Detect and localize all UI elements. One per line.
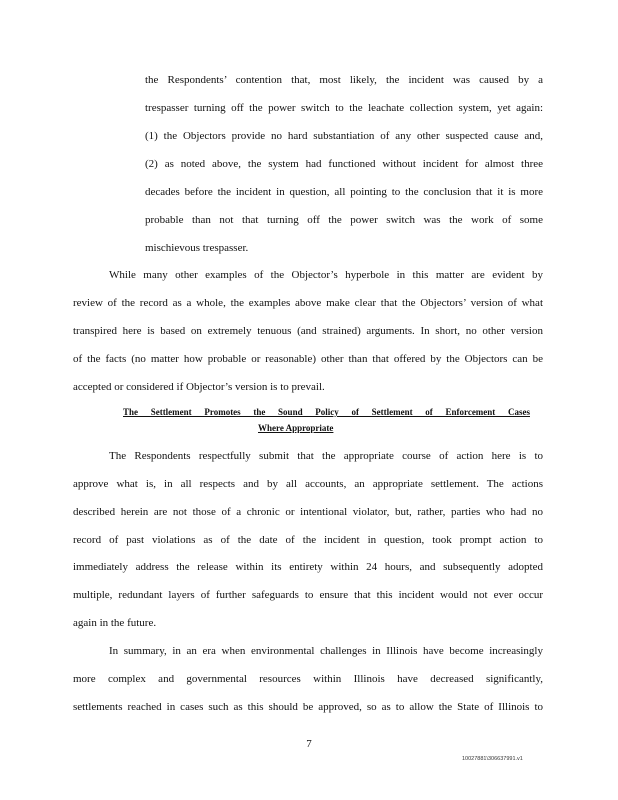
paragraph-line: more complex and governmental resources within Illinois have decreased significantly, <box>73 673 543 685</box>
document-id: 10027881\306637991.v1 <box>462 756 523 762</box>
paragraph-line: described herein are not those of a chronic or intentional violator, but, rather, parties who had no <box>73 506 543 518</box>
section-heading-continued: Where Appropriate <box>258 423 334 433</box>
page-number: 7 <box>306 738 312 750</box>
paragraph-line: accepted or considered if Objector’s version is to prevail. <box>73 381 325 393</box>
block-quote-line: (1) the Objectors provide no hard substantiation of any other suspected cause and, <box>145 130 543 142</box>
paragraph-line: again in the future. <box>73 617 157 629</box>
block-quote-line: the Respondents’ contention that, most likely, the incident was caused by a <box>145 74 543 86</box>
paragraph-line: settlements reached in cases such as this should be approved, so as to allow the State of Illinois to <box>73 701 543 713</box>
paragraph-line: review of the record as a whole, the examples above make clear that the Objectors’ version of what <box>73 297 543 309</box>
block-quote-line: trespasser turning off the power switch to the leachate collection system, yet again: <box>145 102 543 114</box>
section-heading: The Settlement Promotes the Sound Policy of Settlement of Enforcement Cases <box>123 407 530 417</box>
paragraph-line: multiple, redundant layers of further safeguards to ensure that this incident would not ever occur <box>73 589 543 601</box>
paragraph-line: of the facts (no matter how probable or reasonable) other than that offered by the Objectors can be <box>73 353 543 365</box>
block-quote-line: mischievous trespasser. <box>145 242 249 254</box>
paragraph-line: record of past violations as of the date of the incident in question, took prompt action to <box>73 534 543 546</box>
paragraph-line: In summary, in an era when environmental challenges in Illinois have become increasingly <box>109 645 543 657</box>
block-quote-line: probable than not that turning off the power switch was the work of some <box>145 214 543 226</box>
paragraph-line: The Respondents respectfully submit that the appropriate course of action here is to <box>109 450 543 462</box>
paragraph-line: immediately address the release within its entirety within 24 hours, and subsequently adopted <box>73 561 543 573</box>
block-quote-line: (2) as noted above, the system had functioned without incident for almost three <box>145 158 543 170</box>
paragraph-line: While many other examples of the Objector’s hyperbole in this matter are evident by <box>109 269 543 281</box>
block-quote-line: decades before the incident in question, all pointing to the conclusion that it is more <box>145 186 543 198</box>
paragraph-line: transpired here is based on extremely tenuous (and strained) arguments. In short, no other version <box>73 325 543 337</box>
paragraph-line: approve what is, in all respects and by all accounts, an appropriate settlement. The actions <box>73 478 543 490</box>
